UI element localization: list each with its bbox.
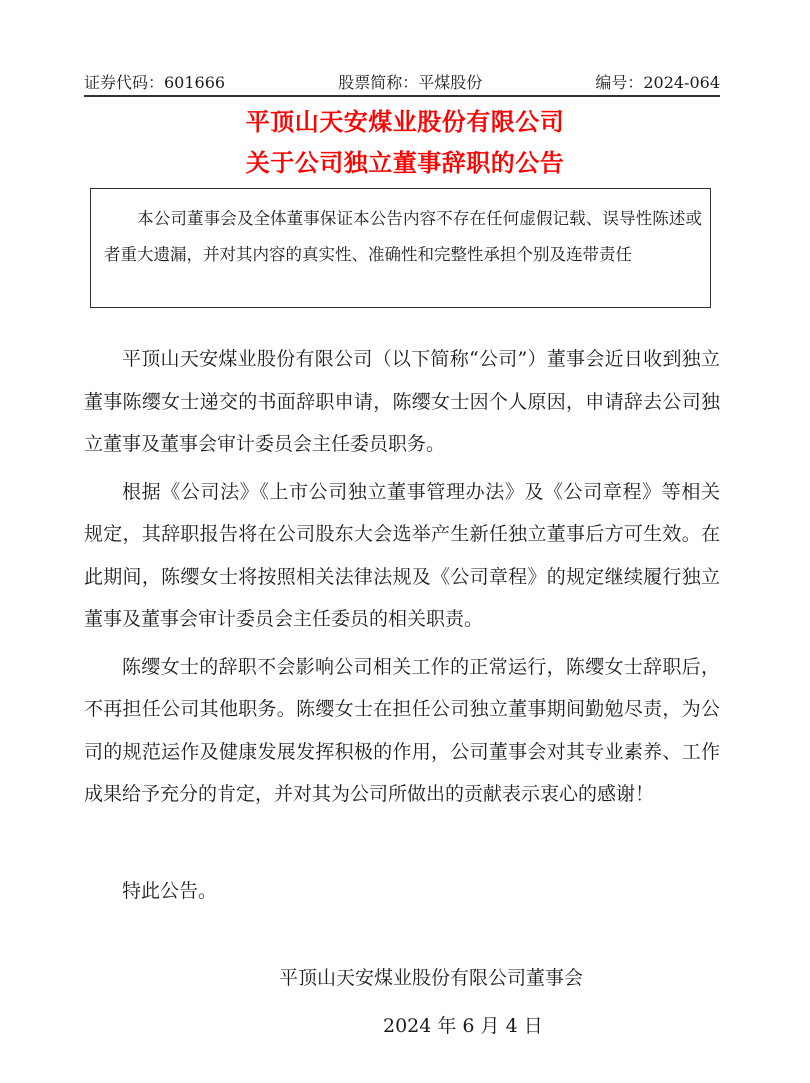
paragraph-resignation-notice: 平顶山天安煤业股份有限公司（以下简称“公司”）董事会近日收到独立董事陈缨女士递交的书面辞职申请，陈缨女士因个人原因，申请辞去公司独立董事及董事会审计委员会主任委员职务。 (84, 348, 720, 455)
signature-date: 2024 年 6 月 4 日 (383, 1015, 543, 1037)
board-guarantee-statement (90, 188, 711, 308)
title-company: 平顶山天安煤业股份有限公司 (245, 108, 565, 136)
statement-text: 本公司董事会及全体董事保证本公告内容不存在任何虚假记载、误导性陈述或者重大遗漏，并对其内容的真实性、准确性和完整性承担个别及连带责任 (104, 209, 702, 264)
stock-code: 证券代码：601666 (84, 73, 226, 92)
closing-statement: 特此公告。 (122, 880, 218, 902)
stock-short-name: 股票简称：平煤股份 (338, 73, 483, 92)
signature-organization: 平顶山天安煤业股份有限公司董事会 (279, 967, 584, 989)
header-divider (84, 95, 720, 97)
paragraph-legal-basis: 根据《公司法》《上市公司独立董事管理办法》及《公司章程》等相关规定，其辞职报告将在公司股东大会选举产生新任独立董事后方可生效。在此期间，陈缨女士将按照相关法律法规及《公司章程》的规定继续履行独立董事及董事会审计委员会主任委员的相关职责。 (84, 480, 720, 630)
title-subject: 关于公司独立董事辞职的公告 (245, 149, 565, 177)
document-header (84, 66, 720, 94)
announcement-body (84, 338, 720, 821)
serial-number: 编号：2024-064 (595, 73, 720, 92)
paragraph-acknowledgement: 陈缨女士的辞职不会影响公司相关工作的正常运行，陈缨女士辞职后，不再担任公司其他职务。陈缨女士在担任公司独立董事期间勤勉尽责，为公司的规范运作及健康发展发挥积极的作用，公司董事会对其专业素养、工作成果给予充分的肯定，并对其为公司所做出的贡献表示衷心的感谢！ (84, 655, 720, 805)
